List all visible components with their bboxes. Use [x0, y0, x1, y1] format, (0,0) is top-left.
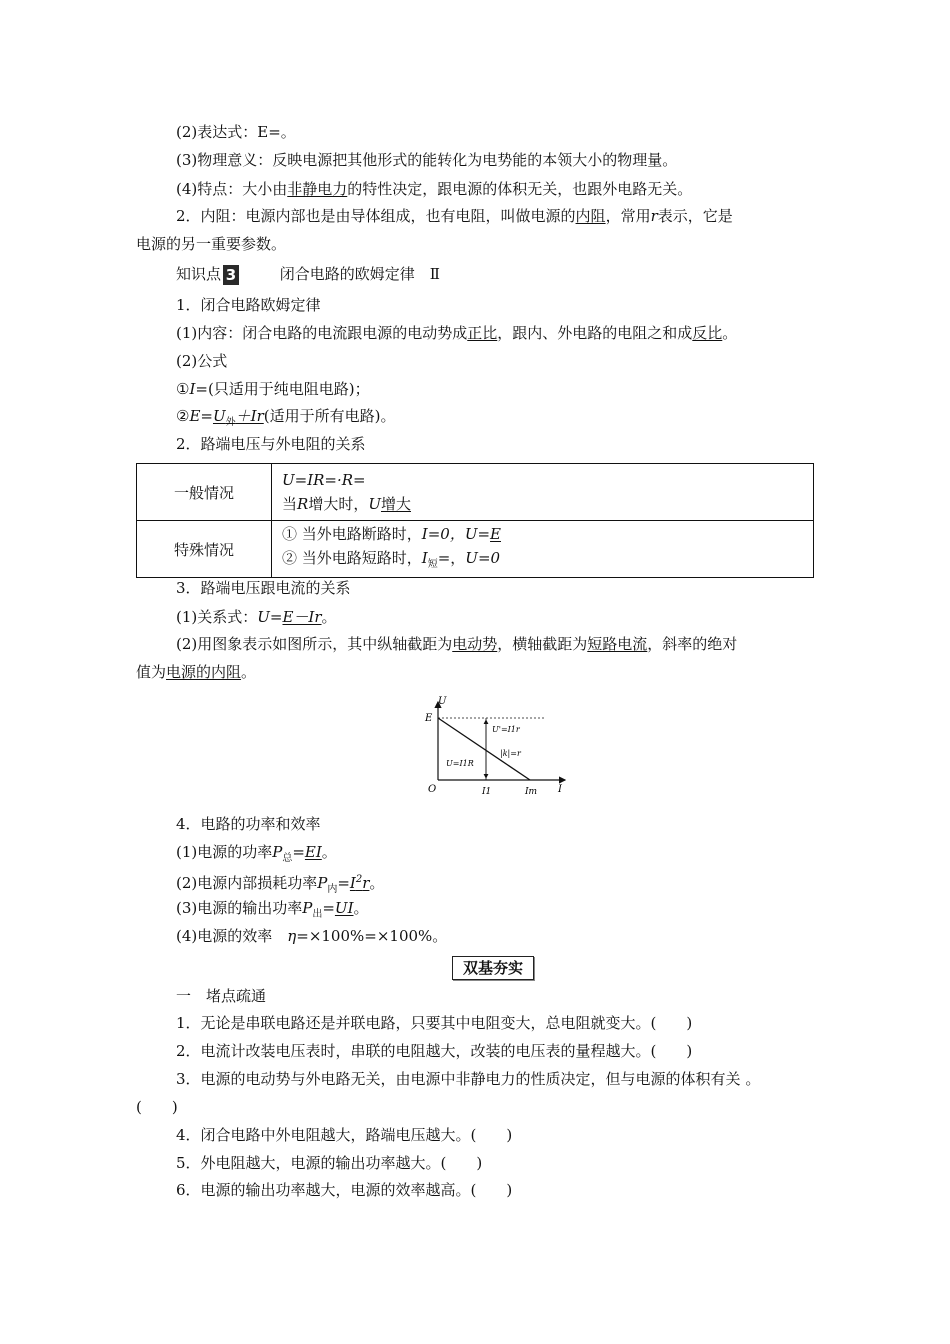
general-note: 当R增大时，U增大: [282, 495, 411, 513]
open-circuit-case: ① 当外电路断路时，I=0，U=E: [282, 524, 501, 543]
im-label: Im: [525, 787, 538, 797]
question-1: 1．无论是串联电路还是并联电路，只要其中电阻变大，总电阻就变大。( ): [176, 1014, 693, 1032]
section-power: 4．电路的功率和效率: [176, 815, 321, 833]
line-graph-desc: (2)用图象表示如图所示，其中纵轴截距为电动势，横轴截距为短路电流，斜率的绝对: [176, 635, 738, 653]
line-formula-header: (2)公式: [176, 352, 228, 370]
question-3: 3．电源的电动势与外电路无关，由电源中非静电力的性质决定，但与电源的体积有关 。: [176, 1070, 761, 1088]
u-i-graph: [410, 694, 580, 800]
i-axis-label: I: [558, 784, 562, 795]
line-physical-meaning: (3)物理意义：反映电源把其他形式的能转化为电势能的本领大小的物理量。: [176, 151, 678, 169]
question-5: 5．外电阻越大，电源的输出功率越大。( ): [176, 1154, 483, 1172]
slope-label: |k|=r: [500, 749, 521, 758]
question-3-blank: ( ): [136, 1098, 178, 1116]
subsection-heading: 一 堵点疏通: [176, 987, 267, 1005]
line-feature: (4)特点：大小由非静电力的特性决定，跟电源的体积无关，也跟外电路无关。: [176, 180, 693, 198]
power-total: (1)电源的功率$P_总=EI$。: [176, 843, 337, 864]
relation-table: [136, 463, 814, 578]
line-relation: (1)关系式：U=E－Ir。: [176, 608, 337, 626]
question-4: 4．闭合电路中外电阻越大，路端电压越大。( ): [176, 1126, 513, 1144]
line-graph-desc-cont: 值为电源的内阻。: [136, 663, 257, 681]
table-row: [137, 521, 814, 578]
knowledge-point-number: 3: [223, 265, 239, 285]
power-output: (3)电源的输出功率$P_出=UI$。: [176, 899, 369, 920]
short-circuit-case: ② 当外电路短路时，$I_短=$，U=0: [282, 548, 501, 570]
power-internal: (2)电源内部损耗功率$P_内=I^2r$。: [176, 874, 385, 895]
emf-label: E: [425, 713, 433, 724]
line-content: (1)内容：闭合电路的电流跟电源的电动势成正比，跟内、外电路的电阻之和成反比。: [176, 324, 738, 342]
lower-segment-label: U=I1R: [446, 759, 474, 768]
i1-label: I1: [482, 787, 492, 797]
origin-label: O: [428, 784, 437, 795]
table-row: [137, 464, 814, 521]
u-axis-label: U: [438, 696, 447, 707]
line-internal-resistance: 2．内阻：电源内部也是由导体组成，也有电阻，叫做电源的内阻，常用r表示，它是: [176, 207, 733, 225]
knowledge-point-header: 知识点 3 闭合电路的欧姆定律 Ⅱ: [176, 265, 440, 284]
section-terminal-voltage: 2．路端电压与外电阻的关系: [176, 435, 366, 453]
table-head-special: 特殊情况: [137, 521, 272, 578]
table-head-general: 一般情况: [137, 464, 272, 521]
upper-segment-label: U'=I1r: [492, 725, 520, 734]
line-internal-resistance-cont: 电源的另一重要参数。: [136, 235, 287, 253]
formula-2: $②E=U_外+Ir$(适用于所有电路)。: [176, 407, 396, 428]
line-expression: (2)表达式：E=。: [176, 123, 296, 141]
section-title-box: 双基夯实: [452, 956, 534, 980]
section-voltage-current: 3．路端电压跟电流的关系: [176, 579, 351, 597]
question-6: 6．电源的输出功率越大，电源的效率越高。( ): [176, 1181, 513, 1199]
power-efficiency: (4)电源的效率 η=×100%=×100%。: [176, 927, 448, 945]
question-2: 2．电流计改装电压表时，串联的电阻越大，改装的电压表的量程越大。( ): [176, 1042, 693, 1060]
section-ohm-law: 1．闭合电路欧姆定律: [176, 296, 321, 314]
formula-1: ①I=(只适用于纯电阻电路)；: [176, 380, 370, 398]
general-formula: U=IR=·R=: [282, 471, 366, 489]
